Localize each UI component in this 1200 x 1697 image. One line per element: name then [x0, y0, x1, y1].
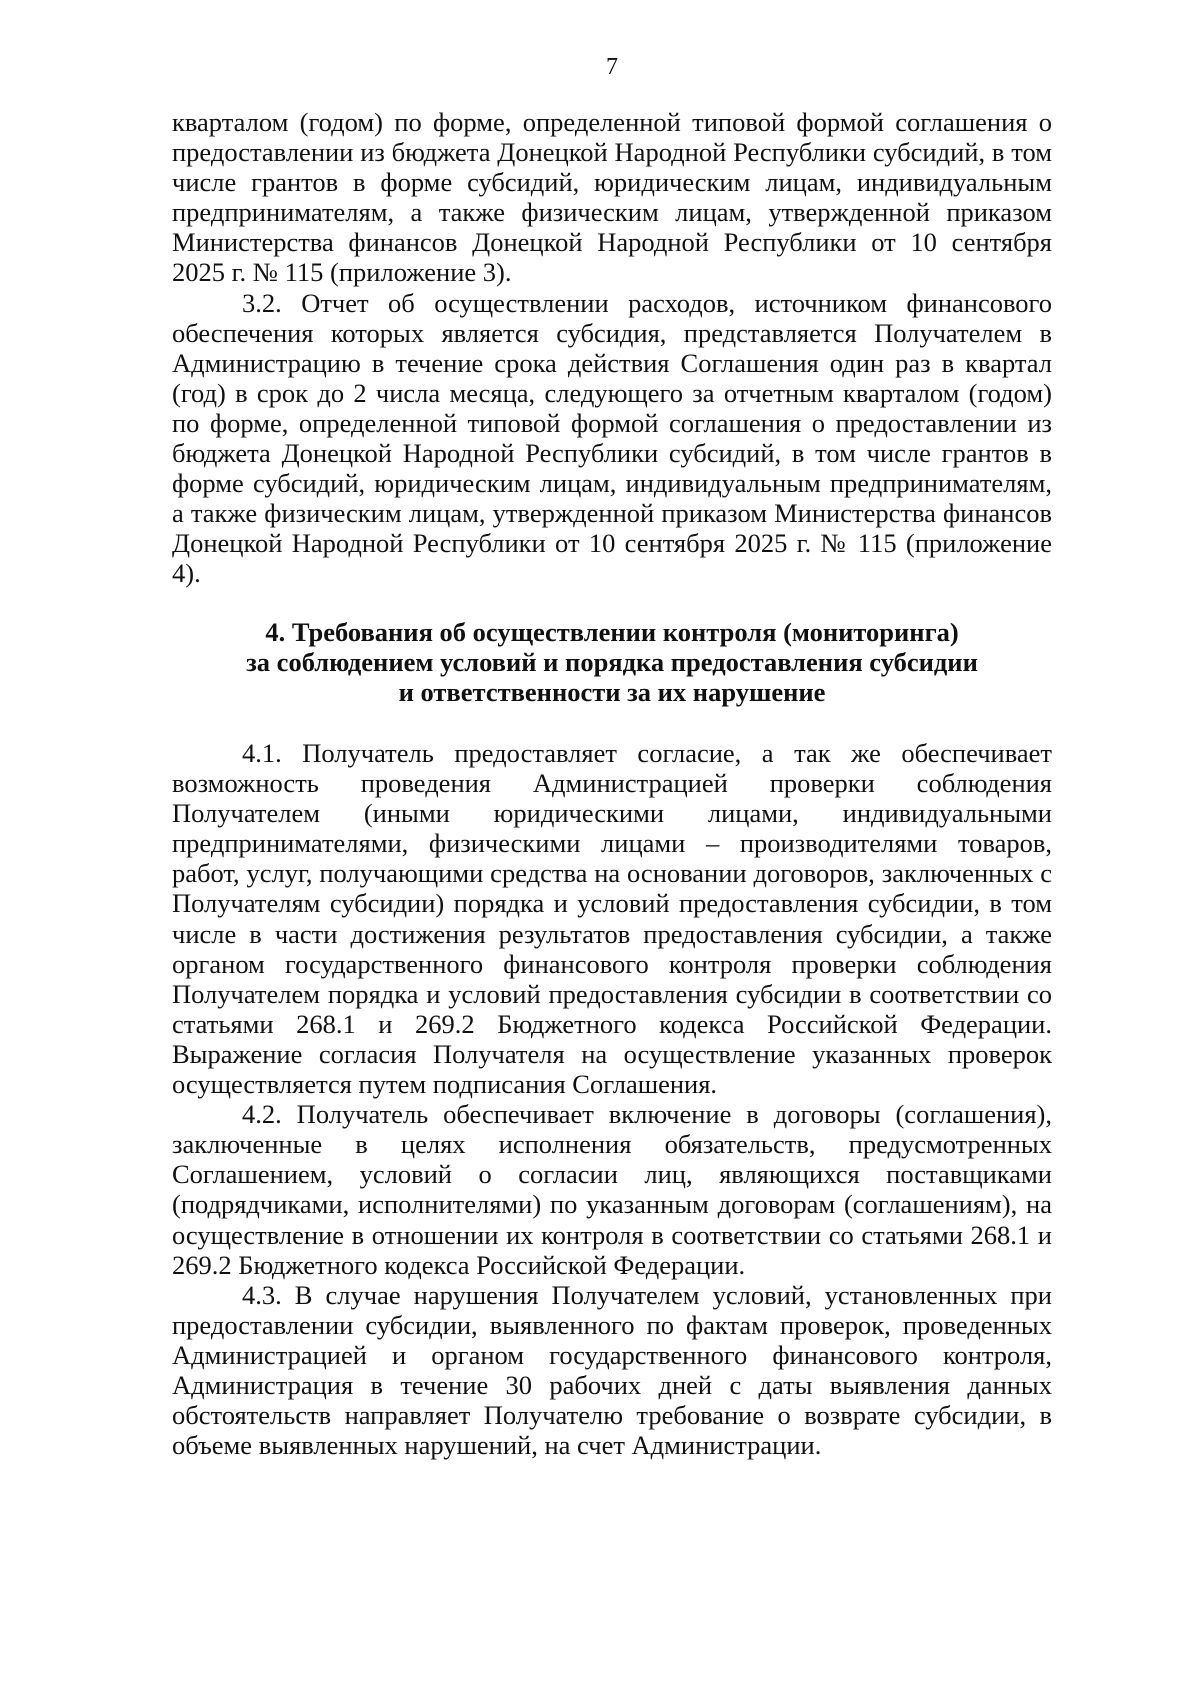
heading-line-1: 4. Требования об осуществлении контроля (мониторинга) — [265, 617, 959, 647]
page-number: 7 — [606, 54, 618, 80]
paragraph-3-1-continuation: кварталом (годом) по форме, определенной типовой формой соглашения о предоставлении из бюджета Донецкой Народной Республики субсидий, в том числе грантов в форме субсидий, юридическим лицам, индивидуальным предпринимателям, а также физическим лицам, утвержденной приказом Министерства финансов Донецкой Народной Республики от 10 сентября 2025 г. № 115 (приложение 3). — [172, 107, 1052, 288]
section-4-text — [172, 738, 1052, 1460]
paragraph-4-2: 4.2. Получатель обеспечивает включение в договоры (соглашения), заключенные в целях исполнения обязательств, предусмотренных Соглашением, условий о согласии лиц, являющихся поставщиками (подрядчиками, исполнителями) по указанным договорам (соглашениям), на осуществление в отношении их контроля в соответствии со статьями 268.1 и 269.2 Бюджетного кодекса Российской Федерации. — [172, 1099, 1052, 1280]
document-page — [172, 0, 1052, 1697]
heading-line-3: и ответственности за их нарушение — [398, 677, 826, 708]
paragraph-4-3: 4.3. В случае нарушения Получателем условий, установленных при предоставлении субсидии, выявленного по фактам проверок, проведенных Администрацией и органом государственного финансового контроля, Администрация в течение 30 рабочих дней с даты выявления данных обстоятельств направляет Получателю требование о возврате субсидии, в объеме выявленных нарушений, на счет Администрации. — [172, 1279, 1052, 1461]
paragraph-4-1: 4.1. Получатель предоставляет согласие, а так же обеспечивает возможность проведения Администрацией проверки соблюдения Получателем (иными юридическими лицами, индивидуальными предпринимателями, физическими лицами – производителями товаров, работ, услуг, получающими средства на основании договоров, заключенных с Получателям субсидии) порядка и условий предоставления субсидии, в том числе в части достижения результатов предоставления субсидии, а также органом государственного финансового контроля проверки соблюдения Получателем порядка и условий предоставления субсидии в соответствии со статьями 268.1 и 269.2 Бюджетного кодекса Российской Федерации. Выражение согласия Получателя на осуществление указанных проверок осуществляется путем подписания Соглашения. — [172, 738, 1052, 1100]
heading-line-2: за соблюдением условий и порядка предоставления субсидии — [246, 647, 978, 678]
section-4-heading — [172, 617, 1052, 708]
section-3-text — [172, 107, 1052, 589]
paragraph-3-2: 3.2. Отчет об осуществлении расходов, источником финансового обеспечения которых является субсидия, представляется Получателем в Администрацию в течение срока действия Соглашения один раз в квартал (год) в срок до 2 числа месяца, следующего за отчетным кварталом (годом) по форме, определенной типовой формой соглашения о предоставлении из бюджета Донецкой Народной Республики субсидий, в том числе грантов в форме субсидий, юридическим лицам, индивидуальным предпринимателям, а также физическим лицам, утвержденной приказом Министерства финансов Донецкой Народной Республики от 10 сентября 2025 г. № 115 (приложение 4). — [172, 287, 1052, 589]
